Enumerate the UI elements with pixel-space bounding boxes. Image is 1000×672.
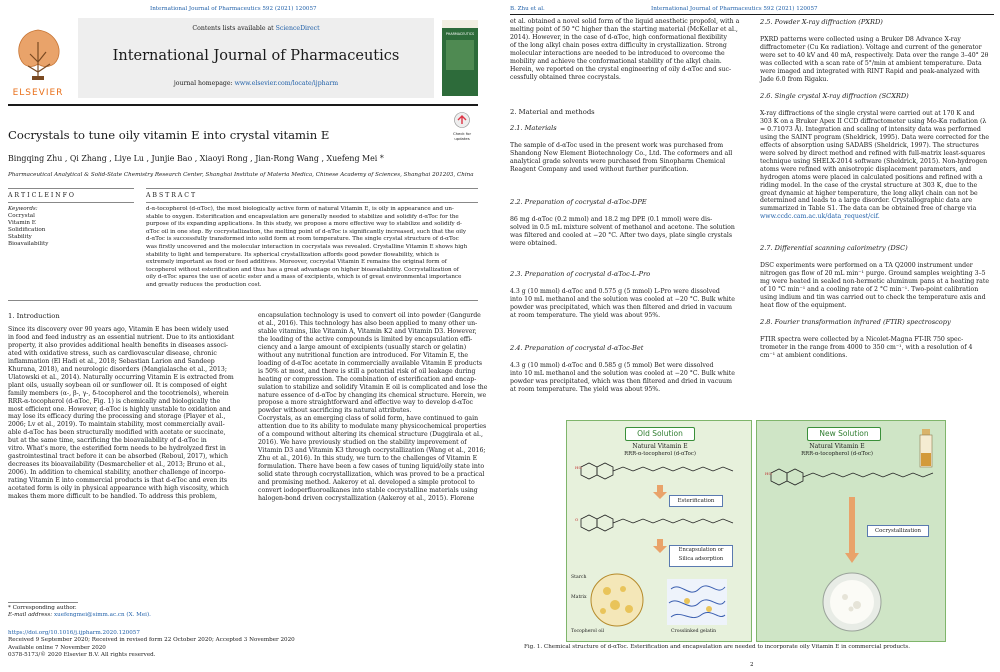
tocopherol-acetate-structure-icon	[575, 511, 745, 537]
bet-text: 4.3 g (10 mmol) d-αToc and 0.585 g (5 mmol) Bet were dissolved into 10 mL methanol and the solution was cooled at −20 °C. Bulk white powder was precipitated, which was then filtered and dried in vacuum at room temperature. The yield was about 95%.	[510, 362, 735, 393]
journal-cover-image	[442, 20, 478, 96]
page-two	[506, 0, 1000, 672]
materials-text: The sample of d-αToc used in the present work was purchased from Shandong New Element Biotechnology Co., Ltd. The coformers and all analytical grade solvents were purchased from Sinopharm Chemical Reagent Company and used without further purification.	[510, 142, 733, 173]
affiliation: Pharmaceutical Analytical & Solid-State Chemistry Research Center, Shanghai Institute of Materia Medica, Chinese Academy of Sciences, Shanghai 201203, China	[8, 172, 474, 178]
elsevier-tree-logo-icon	[8, 22, 68, 84]
keyword: Bioavailability	[8, 241, 49, 247]
running-rule	[510, 14, 994, 15]
running-head: B. Zhu et al.	[510, 6, 545, 12]
keyword: Vitamin E	[8, 220, 36, 226]
keyword: Cocrystal	[8, 213, 35, 219]
methods-heading: 2. Material and methods	[510, 108, 595, 116]
materials-heading: 2.1. Materials	[510, 124, 557, 132]
svg-text:O: O	[575, 517, 579, 522]
page-number: 2	[750, 662, 754, 668]
vial-photo-icon	[917, 429, 935, 469]
contents-line: Contents lists available at ScienceDirect	[192, 25, 320, 32]
dpe-text: 86 mg d-αToc (0.2 mmol) and 18.2 mg DPE (0.1 mmol) were dis- solved in 0.5 mL mixture solvent of methanol and acetone. The solution was filtered and cooled at −20 °C. After two days, plate single crystals were obtained.	[510, 216, 735, 247]
dsc-heading: 2.7. Differential scanning calorimetry (DSC)	[760, 244, 908, 252]
keywords-label: Keywords:	[8, 206, 38, 212]
abstract-text: d-α-tocopherol (d-αToc), the most biologically active form of natural Vitamin E, is oily in appearance and un- stable to oxygen. Esterification and encapsulation are generally needed to stabilize and solidify d-αToc for the purpose of its expanding applications. In this study, we propose a more effective way to stabilize and solidify d- αToc oil in one step. By cocrystallization, the melting point of d-αToc is significantly increased, such that the oily d-αToc is successfully transformed into solid form at room temperature. The single crystal structure of d-αToc was firstly uncovered and the molecular interaction in cocrystals was revealed. Crystalline Vitamin E shows high stability to light and temperature. Its spherical crystallization affords good powder flowability, which is extremely important as food or feed additives. Moreover, cocrystal Vitamin E remains the original form of tocopherol without esterification and thus has a great advantage on higher bioavailability. Cocrystallization of oily d-αToc spares the use of acetic ester and a mass of excipients, which is of great environmental importance and greatly reduces the production cost.	[146, 206, 468, 288]
pxrd-text: PXRD patterns were collected using a Bruker D8 Advance X-ray diffractometer (Cu Kα radiation). Voltage and current of the generator were set to 40 kV and 40 mA, respectively. Data over the range 3–40° 2θ was collected with a scan rate of 5°/min at ambient temperature. Data were imaged and integrated with RINT Rapid and peak-analyzed with Jade 6.0 from Rigaku.	[760, 36, 989, 83]
microcapsule-icon	[589, 571, 645, 629]
matrix-label: Matrix	[571, 595, 587, 600]
rrr-label-new: RRR-α-tocopherol (d-αToc)	[801, 451, 873, 457]
sciencedirect-link[interactable]: ScienceDirect	[275, 25, 320, 32]
esterification-box: Esterification	[669, 495, 723, 507]
encapsulation-box: Encapsulation or Silica adsorption	[669, 545, 733, 567]
abstract-rule-2	[146, 202, 478, 203]
keyword: Solidification	[8, 227, 46, 233]
check-updates-badge[interactable]: Check for updates	[448, 112, 476, 141]
journal-citation[interactable]: International Journal of Pharmaceutics 592 (2021) 120057	[150, 6, 317, 12]
article-info-heading: A R T I C L E I N F O	[8, 192, 74, 199]
tocopherol-structure-icon	[765, 465, 941, 491]
email-link[interactable]: xuefengmei@simm.ac.cn (X. Mei).	[53, 612, 151, 618]
author-list: Bingqing Zhu , Qi Zhang , Liye Lu , Junjie Bao , Xiaoyi Rong , Jian-Rong Wang , Xuefeng Mei *	[8, 154, 384, 163]
cover-title: PHARMACEUTICS	[445, 32, 475, 36]
intro-heading: 1. Introduction	[8, 312, 60, 320]
gelatin-label: Crosslinked gelatin	[671, 629, 717, 634]
homepage-line: journal homepage: www.elsevier.com/locate/ijpharm	[173, 80, 339, 87]
arrow-down-icon	[653, 485, 667, 499]
lpro-heading: 2.3. Preparation of cocrystal d-αToc-L-Pro	[510, 270, 651, 278]
footnotes	[8, 605, 478, 619]
abstract-bottom-rule	[8, 300, 478, 301]
scxrd-text: X-ray diffractions of the single crystal were carried out at 170 K and 303 K on a Bruker Apex II CCD diffractometer using Mo-Kα radiation (λ = 0.71073 Å). Integration and scaling of intensity data was performed using the SAINT program (Sheldrick, 1995). Data were corrected for the effects of absorption using SADABS (Sheldrick, 1997). The structures were solved by direct method and refined with full-matrix least-squares technique using SHELX-2014 software (Sheldrick, 2015). Non-hydrogen atoms were refined with anisotropic displacement parameters, and hydrogen atoms were placed in calculated positions and refined with a riding model. In the case of the crystal structure at 303 K, due to the great dynamic at higher temperature, the long alkyl chain can not be determined and leads to a large disorder. Crystallographic data are summarized in Table S1. The data can be obtained free of charge via www.ccdc.cam.ac.uk/data_request/cif.	[760, 110, 994, 221]
figure-caption: Fig. 1. Chemical structure of d-αToc. Esterification and encapsulation are needed to incorporate oily Vitamin E in commercial products.	[524, 644, 911, 650]
info-rule	[8, 188, 134, 189]
ftir-text: FTIR spectra were collected by a Nicolet-Magna FT-IR 750 spec- trometer in the range from 4000 to 350 cm⁻¹, with a resolution of 4 cm⁻¹ at ambient conditions.	[760, 336, 973, 359]
intro-left-column: Since its discovery over 90 years ago, Vitamin E has been widely used in food and feed industry as an essential nutrient. Due to its antioxidant property, it also provides additional health benefits in diseases associ- ated with oxidative stress, such as cardiovascular disease, chronic inflammation (El Hadi et al., 2018; Sebastian Larion and Sandeep Khurana, 2018), and neurologic disorders (Mangialasche et al., 2013; Ulatowski et al., 2014). Naturally occurring Vitamin E is extracted from plant oils, usually soybean oil or sunflower oil. It is composed of eight family members (α-, β-, γ-, δ-tocopherol and the tocotrienols), wherein RRR-α-tocopherol (d-αToc, Fig. 1) is chemically and biologically the most efficient one. However, d-αToc is highly unstable to oxidation and may lose its efficacy during the processing and storage (Player et al., 2006; Lv et al., 2019). To maintain stability, most commercially avail- able d-αToc has been structurally modified with acetate or succinate, but at the same time, sacrificing the bioavailability of d-αToc in vitro. What's more, the esterified form needs to be hydrolyzed first in gastrointestinal tract before it can be absorbed (Reboul, 2017), which decreases its bioavailability (Desmarchelier et al., 2013; Bruno et al., 2006). In addition to chemical stability, another challenge of incorpo- rating Vitamin E into commercial products is that d-αToc and even its acetated form is oily in physical appearance with high viscosity, which makes them more difficult to be handled. To address this problem,	[8, 326, 235, 501]
natural-ve-label-new: Natural Vitamin E	[809, 443, 865, 450]
copyright: 0378-5173/© 2020 Elsevier B.V. All rights reserved.	[8, 652, 156, 659]
keyword: Stability	[8, 234, 32, 240]
arrow-down-icon	[653, 539, 667, 553]
scxrd-heading: 2.6. Single crystal X-ray diffraction (SCXRD)	[760, 92, 909, 100]
abstract-heading: A B S T R A C T	[146, 192, 196, 199]
figure-1	[566, 420, 946, 642]
publication-info	[8, 630, 478, 660]
pxrd-heading: 2.5. Powder X-ray diffraction (PXRD)	[760, 18, 883, 26]
rrr-label: RRR-α-tocopherol (d-αToc)	[624, 451, 696, 457]
journal-header	[8, 18, 478, 100]
starch-label: Starch	[571, 575, 587, 580]
doi-link[interactable]: https://doi.org/10.1016/j.ijpharm.2020.120057	[8, 630, 140, 636]
email-line: E-mail address: xuefengmei@simm.ac.cn (X. Mei).	[8, 612, 151, 618]
tocopherol-structure-icon	[575, 459, 745, 485]
footnote-rule	[8, 602, 78, 603]
natural-ve-label: Natural Vitamin E	[632, 443, 688, 450]
svg-text:HO: HO	[765, 471, 772, 476]
info-rule-2	[8, 202, 134, 203]
tocopherol-oil-label: Tocopherol oil	[571, 629, 605, 634]
old-solution-title: Old Solution	[625, 427, 695, 441]
homepage-link[interactable]: www.elsevier.com/locate/ijpharm	[234, 80, 339, 87]
continued-text: et al. obtained a novel solid form of the liquid anesthetic propofol, with a melting point of 50 °C higher than the starting material (McKellar et al., 2014). However, in the case of d-αToc, high conformational flexibility of the long alkyl chain poses extra difficulty in crystallization. Strong molecular interactions are needed to be introduced to overcome the mobility and achieve the conformational stability of the alkyl chain. Herein, we reported on the crystal engineering of oily d-αToc and suc- cessfully obtained three cocrystals.	[510, 18, 740, 81]
long-arrow-down-icon	[845, 497, 859, 563]
petri-dish-powder-icon	[821, 571, 883, 633]
abstract-rule	[146, 188, 478, 189]
ftir-heading: 2.8. Fourier transformation infrared (FTIR) spectroscopy	[760, 318, 951, 326]
online-date: Available online 7 November 2020	[8, 644, 106, 651]
journal-title-box	[78, 18, 434, 98]
lpro-text: 4.3 g (10 mmol) d-αToc and 0.575 g (5 mmol) L-Pro were dissolved into 10 mL methanol and the solution was cooled at −20 °C. Bulk white powder was precipitated, which was then filtered and dried in vacuum at room temperature. The yield was about 95%.	[510, 288, 735, 319]
dsc-text: DSC experiments were performed on a TA Q2000 instrument under nitrogen gas flow of 20 mL min⁻¹ purge. Ground samples weighting 3–5 mg were heated in sealed non-hermetic aluminum pans at a heating rate of 10 °C min⁻¹ and a cooling rate of 2 °C min⁻¹. Two-point calibration using indium and tin was carried out to check the temperature axis and heat flow of the equipment.	[760, 262, 989, 309]
ccdc-link[interactable]: www.ccdc.cam.ac.uk/data_request/cif.	[760, 213, 880, 221]
intro-right-column: encapsulation technology is used to convert oil into powder (Gangurde et al., 2016). This technology has also been applied to many other un- stable vitamins, like Vitamin A, Vitamin K2 and Vitamin D3. However, the loading of the active compounds is limited by encapsulation effi- ciency and a large amount of excipients (usually starch or gelatin) without any nutritional function are introduced. For Vitamin E, the loading of d-αToc acetate in commercially available Vitamin E products is 50% at most, and there is still a potential risk of oil leakage during heating or compression. The combination of esterification and encap- sulation to stabilize and solidify Vitamin E oil is complicated and lose the nature essence of d-αToc by changing its chemical structure. Herein, we propose a more straightforward and effective way to develop d-αToc powder without sacrificing its natural attributes. Cocrystals, as an emerging class of solid form, have continued to gain attention due to its ability to modulate many physicochemical properties of a compound without altering its chemical structure (Duggirala et al., 2016). We have previously studied on the stability improvement of Vitamin D3 and Vitamin K3 through cocrystallization (Wang et al., 2016; Zhu et al., 2016). In this study, we turn to the challenges of Vitamin E formulation. There have been a few cases of tuning liquid/oily state into solid state through cocrystallization, which was proved to be a practical and promising method. Aakeroy et al. developed a simple protocol to convert iodoperfluoroalkanes into stable cocrystalline materials using halogen-bond driven cocrystallization (Aakeroy et al., 2015). Florene	[258, 312, 488, 502]
journal-name: International Journal of Pharmaceutics	[112, 48, 400, 64]
new-solution-title: New Solution	[807, 427, 881, 441]
running-journal[interactable]: International Journal of Pharmaceutics 592 (2021) 120057	[651, 6, 818, 12]
article-title: Cocrystals to tune oily vitamin E into crystal vitamin E	[8, 128, 330, 142]
check-updates-icon	[454, 112, 470, 128]
crosslinked-gelatin-icon	[667, 579, 727, 625]
cocrystallization-box: Cocrystallization	[867, 525, 929, 537]
received-dates: Received 9 September 2020; Received in revised form 22 October 2020; Accepted 3 November 2020	[8, 637, 295, 644]
dpe-heading: 2.2. Preparation of cocrystal d-αToc-DPE	[510, 198, 647, 206]
header-rule	[8, 104, 478, 106]
keywords-block	[8, 206, 134, 248]
corresponding-author: * Corresponding author.	[8, 605, 77, 611]
old-solution-panel	[566, 420, 752, 642]
new-solution-panel	[756, 420, 946, 642]
bet-heading: 2.4. Preparation of cocrystal d-αToc-Bet	[510, 344, 644, 352]
svg-text:HO: HO	[575, 465, 582, 470]
publisher-name: ELSEVIER	[12, 88, 64, 98]
